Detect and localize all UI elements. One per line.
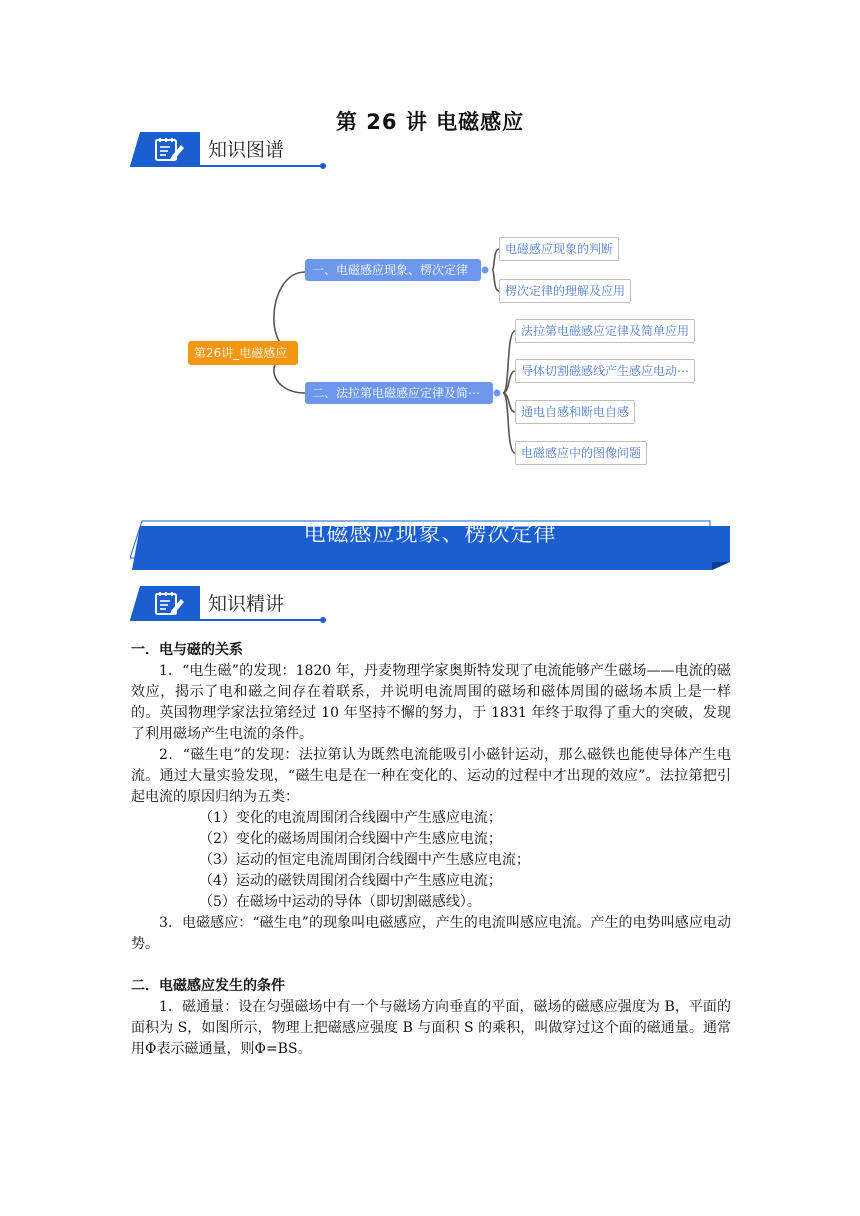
mind-map-leaf[interactable]: 法拉第电磁感应定律及简单应用 <box>515 319 695 343</box>
section-header-knowledge-map <box>130 132 330 172</box>
paragraph: 1．磁通量：设在匀强磁场中有一个与磁场方向垂直的平面，磁场的磁感应强度为 B，平面的面积为 S，如图所示，物理上把磁感应强度 B 与面积 S 的乘积，叫做穿过这个面的磁通量。通常用Φ表示磁通量，则Φ=BS。 <box>131 999 731 1057</box>
mind-map <box>0 225 860 475</box>
banner-title: 电磁感应现象、楞次定律 <box>303 522 557 547</box>
list-item: （3）运动的恒定电流周围闭合线圈中产生感应电流； <box>199 852 530 868</box>
page-title: 第 26 讲 电磁感应 <box>335 110 525 134</box>
section-underline <box>130 165 322 167</box>
section-label: 知识精讲 <box>208 593 285 615</box>
mind-map-root[interactable]: 第26讲_电磁感应 <box>188 341 298 365</box>
mind-map-branch-2[interactable]: 二、法拉第电磁感应定律及简⋯ <box>305 382 493 404</box>
notepad-pen-icon <box>152 137 186 163</box>
mind-map-leaf[interactable]: 电磁感应中的图像问题 <box>515 441 647 465</box>
list-item: （1）变化的电流周围闭合线圈中产生感应电流； <box>199 810 502 826</box>
heading-induction-conditions: 二．电磁感应发生的条件 <box>131 978 285 994</box>
chapter-banner <box>130 518 730 574</box>
notepad-pen-icon <box>152 591 186 617</box>
list-item: （2）变化的磁场周围闭合线圈中产生感应电流； <box>199 831 502 847</box>
section-header-knowledge-lecture <box>130 586 330 626</box>
paragraph-gap <box>131 955 731 976</box>
section-underline <box>130 619 322 621</box>
mind-map-leaf[interactable]: 导体切割磁感线产生感应电动⋯ <box>515 359 695 383</box>
mind-map-leaf[interactable]: 通电自感和断电自感 <box>515 400 635 424</box>
list-item: （4）运动的磁铁周围闭合线圈中产生感应电流； <box>199 873 502 889</box>
paragraph: 2．“磁生电”的发现：法拉第认为既然电流能吸引小磁针运动，那么磁铁也能使导体产生电流。通过大量实验发现，“磁生电是在一种在变化的、运动的过程中才出现的效应”。法拉第把引起电流的原因归纳为五类： <box>131 747 731 805</box>
list-item: （5）在磁场中运动的导体（即切割磁感线）。 <box>199 894 481 910</box>
mind-map-leaf[interactable]: 电磁感应现象的判断 <box>499 237 619 261</box>
section-label: 知识图谱 <box>208 139 285 161</box>
lecture-body <box>131 640 731 1060</box>
heading-electricity-magnetism: 一．电与磁的关系 <box>131 642 243 658</box>
mind-map-branch-1[interactable]: 一、电磁感应现象、楞次定律 <box>305 259 481 281</box>
mind-map-leaf[interactable]: 楞次定律的理解及应用 <box>499 279 631 303</box>
paragraph: 3．电磁感应：“磁生电”的现象叫电磁感应，产生的电流叫感应电流。产生的电势叫感应电动势。 <box>131 915 731 952</box>
paragraph: 1．“电生磁”的发现：1820 年，丹麦物理学家奥斯特发现了电流能够产生磁场——电流的磁效应，揭示了电和磁之间存在着联系，并说明电流周围的磁场和磁体周围的磁场本质上是一样的。英国物理学家法拉第经过 10 年坚持不懈的努力，于 1831 年终于取得了重大的突破，发现了利用磁场产生电流的条件。 <box>131 663 731 742</box>
